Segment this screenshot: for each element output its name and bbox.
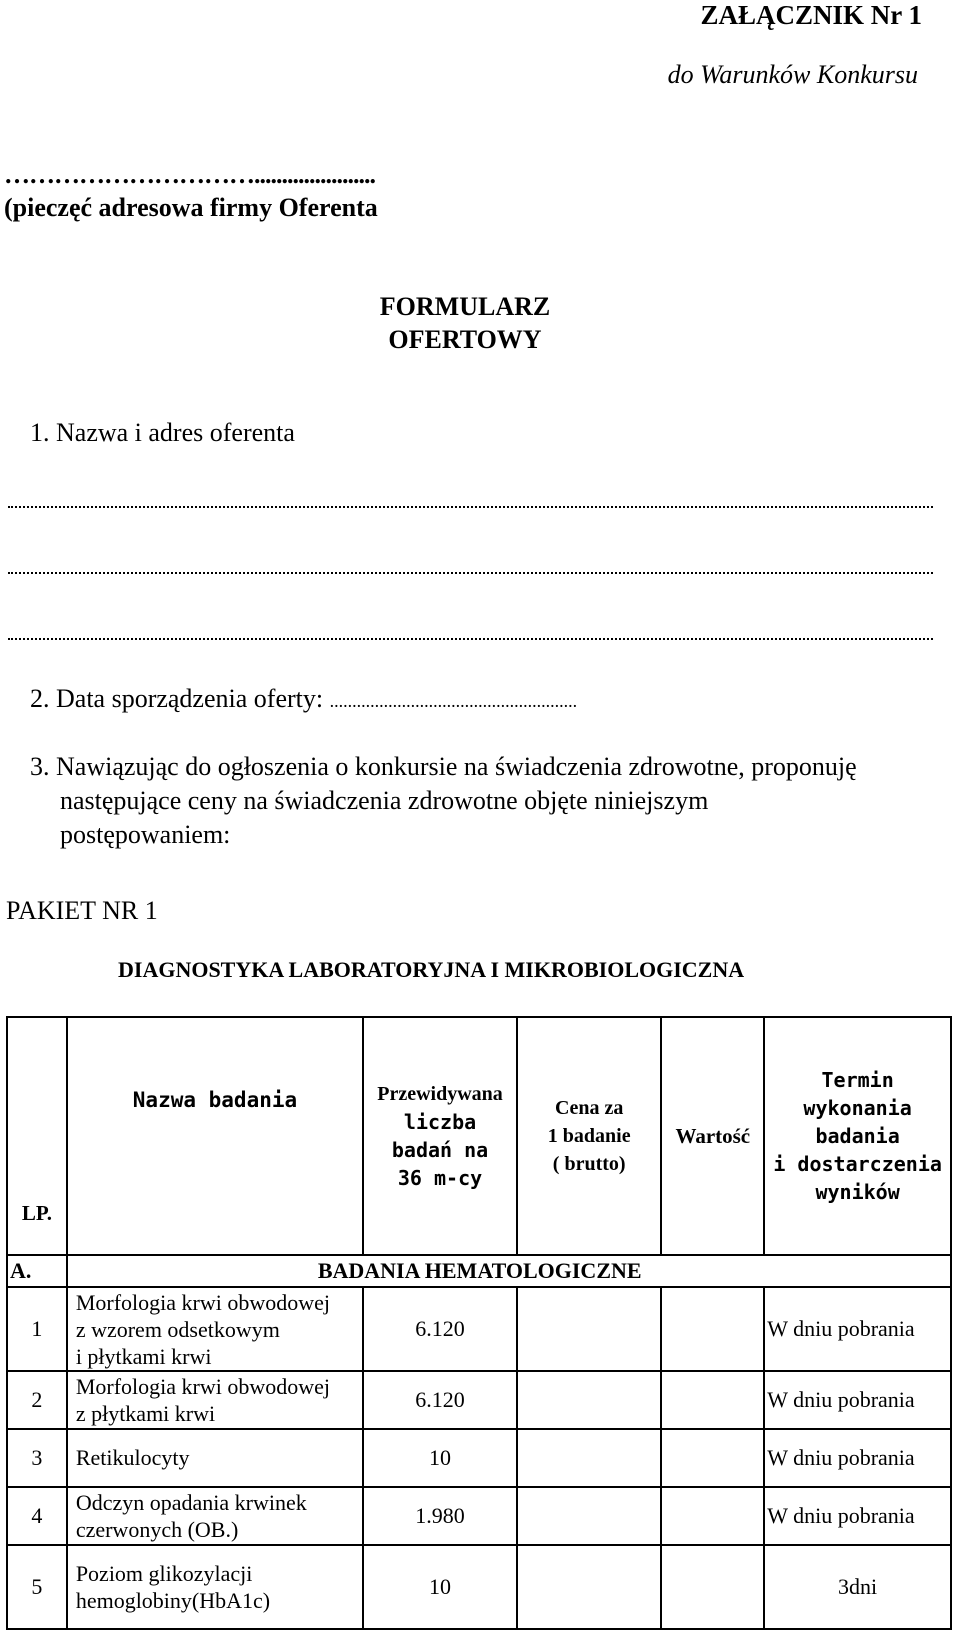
row-price — [517, 1287, 661, 1371]
header-term-line2: wykonania — [803, 1096, 912, 1120]
row-name-line: czerwonych (OB.) — [75, 1517, 239, 1542]
header-qty-line4: 36 m-cy — [397, 1166, 483, 1190]
header-term-line4: i dostarczenia — [773, 1152, 942, 1176]
row-term: W dniu pobrania — [764, 1371, 951, 1429]
row-value — [661, 1545, 764, 1629]
row-name — [67, 1371, 363, 1429]
package-title: PAKIET NR 1 — [6, 896, 158, 925]
header-price-line1: Cena za — [555, 1097, 624, 1119]
row-qty: 10 — [363, 1429, 517, 1487]
header-value: Wartość — [661, 1017, 764, 1255]
row-qty: 10 — [363, 1545, 517, 1629]
row-value — [661, 1371, 764, 1429]
offerer-line-2 — [8, 572, 933, 574]
header-price — [517, 1017, 661, 1255]
table-row — [7, 1545, 951, 1629]
offer-paragraph-line2: następujące ceny na świadczenia zdrowotne objęte niniejszym — [60, 786, 709, 815]
header-lp: LP. — [7, 1017, 67, 1255]
table-row — [7, 1487, 951, 1545]
offer-date-text: 2. Data sporządzenia oferty: — [30, 684, 324, 713]
row-term: W dniu pobrania — [764, 1429, 951, 1487]
attachment-subtitle: do Warunków Konkursu — [667, 60, 918, 89]
attachment-title: ZAŁĄCZNIK Nr 1 — [700, 0, 922, 30]
header-name: Nazwa badania — [67, 1017, 363, 1255]
row-lp: 5 — [7, 1545, 67, 1629]
offerer-line-3 — [8, 638, 933, 640]
header-qty — [363, 1017, 517, 1255]
row-value — [661, 1429, 764, 1487]
row-price — [517, 1429, 661, 1487]
header-qty-line3: badań na — [391, 1138, 489, 1162]
row-term: W dniu pobrania — [764, 1487, 951, 1545]
table-row — [7, 1287, 951, 1371]
row-lp: 4 — [7, 1487, 67, 1545]
row-price — [517, 1487, 661, 1545]
row-name-line: z wzorem odsetkowym — [75, 1316, 280, 1342]
form-title-line2: OFERTOWY — [388, 325, 542, 354]
row-qty: 1.980 — [363, 1487, 517, 1545]
header-term-line3: badania — [815, 1124, 900, 1148]
row-name — [67, 1545, 363, 1629]
row-name — [67, 1487, 363, 1545]
row-name — [67, 1287, 363, 1371]
row-name-line: Morfologia krwi obwodowej — [75, 1289, 330, 1315]
offerer-line-1 — [8, 506, 933, 508]
stamp-label: (pieczęć adresowa firmy Oferenta — [4, 193, 378, 222]
row-name-line: Odczyn opadania krwinek — [75, 1490, 307, 1515]
package-subtitle: DIAGNOSTYKA LABORATORYJNA I MIKROBIOLOGICZNA — [118, 957, 745, 982]
offer-paragraph — [30, 750, 960, 852]
offer-paragraph-line3: postępowaniem: — [60, 820, 231, 849]
row-term: W dniu pobrania — [764, 1287, 951, 1371]
table-row — [7, 1371, 951, 1429]
row-lp: 2 — [7, 1371, 67, 1429]
offer-date-label — [30, 684, 577, 714]
row-value — [661, 1487, 764, 1545]
header-qty-line1: Przewidywana — [377, 1083, 503, 1105]
table-header-row — [7, 1017, 951, 1255]
section-row — [7, 1255, 951, 1287]
offer-paragraph-line1: 3. Nawiązując do ogłoszenia o konkursie na świadczenia zdrowotne, proponuję — [30, 752, 857, 781]
row-term: 3dni — [764, 1545, 951, 1629]
header-price-line2: 1 badanie — [547, 1125, 631, 1147]
row-price — [517, 1371, 661, 1429]
offer-table — [6, 1016, 952, 1630]
row-qty: 6.120 — [363, 1287, 517, 1371]
row-name-line: z płytkami krwi — [75, 1401, 216, 1426]
row-lp: 1 — [7, 1287, 67, 1371]
header-term-line1: Termin — [821, 1068, 894, 1092]
row-lp: 3 — [7, 1429, 67, 1487]
section-lp: A. — [7, 1255, 67, 1287]
row-name-line: hemoglobiny(HbA1c) — [75, 1588, 271, 1613]
row-name-line: Morfologia krwi obwodowej — [75, 1374, 330, 1399]
row-name-line: Retikulocyty — [75, 1445, 190, 1470]
offer-date-dots: ....................................................... — [329, 691, 578, 711]
row-name-line: i płytkami krwi — [75, 1343, 212, 1369]
table-row — [7, 1429, 951, 1487]
row-value — [661, 1287, 764, 1371]
stamp-dotted-line: …………………………...................... — [4, 160, 375, 189]
row-price — [517, 1545, 661, 1629]
row-qty: 6.120 — [363, 1371, 517, 1429]
header-term — [764, 1017, 951, 1255]
header-qty-line2: liczba — [403, 1110, 477, 1134]
row-name — [67, 1429, 363, 1487]
row-name-line: Poziom glikozylacji — [75, 1561, 253, 1586]
offerer-name-label: 1. Nazwa i adres oferenta — [30, 418, 295, 447]
form-title-line1: FORMULARZ — [379, 292, 551, 321]
section-title: BADANIA HEMATOLOGICZNE — [67, 1255, 951, 1287]
header-price-line3: ( brutto) — [552, 1153, 626, 1175]
header-term-line5: wyników — [815, 1180, 900, 1204]
form-title — [0, 290, 930, 356]
